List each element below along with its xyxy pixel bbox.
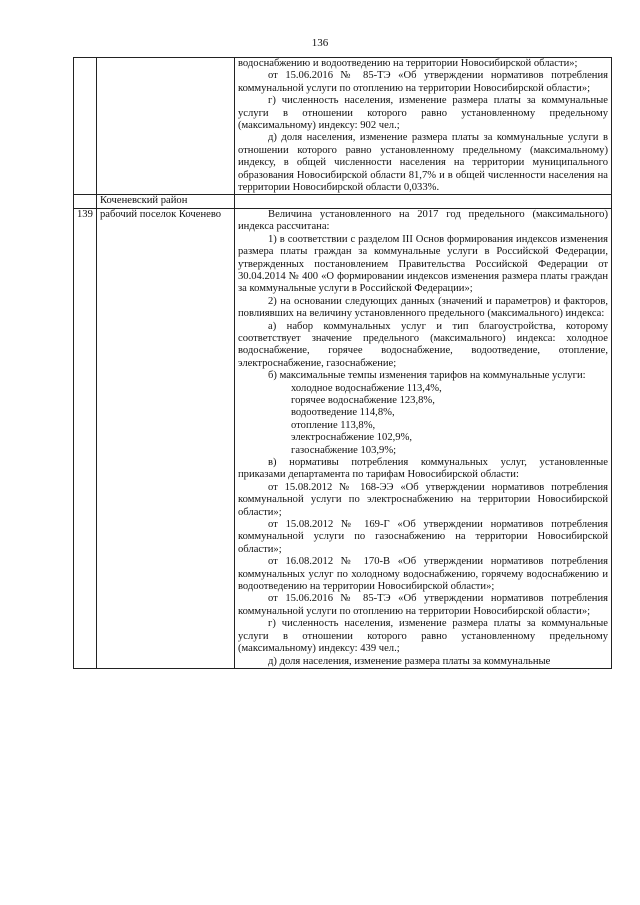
paragraph: 2) на основании следующих данных (значений и параметров) и факторов, повлиявших на величину установленного предельного (максимального) индекса:: [238, 295, 608, 320]
page-number: 136: [311, 37, 329, 49]
paragraph: от 15.08.2012 № 169-Г «Об утверждении нормативов потребления коммунальной услуги по газоснабжению на территории Новосибирской области»;: [238, 519, 608, 555]
content-cell: [235, 208, 612, 668]
paragraph: а) набор коммунальных услуг и тип благоустройства, которому соответствует значение предельного (максимального) индекса: холодное водоснабжение, горячее водоснабжение, водоотведение, отопление, электроснабжение, газоснабжение;: [238, 320, 608, 369]
tariff-item: отопление 113,8%,: [291, 419, 376, 431]
table-row: [74, 58, 612, 195]
paragraph: г) численность населения, изменение размера платы за коммунальные услуги в отношении которого равно установленному предельному (максимальному) индексу: 439 чел.;: [238, 618, 608, 655]
tariff-item: электроснабжение 102,9%,: [291, 432, 413, 444]
content-cell: [235, 195, 612, 208]
tariff-item: газоснабжение 103,9%;: [291, 444, 397, 456]
paragraph: в) нормативы потребления коммунальных услуг, установленные приказами департамента по тарифам Новосибирской области:: [238, 457, 608, 481]
content-cell: [235, 58, 612, 195]
paragraph: д) доля населения, изменение размера платы за коммунальные: [268, 655, 551, 667]
place-cell: рабочий поселок Коченево: [97, 208, 235, 668]
paragraph: б) максимальные темпы изменения тарифов на коммунальные услуги:: [268, 370, 586, 382]
paragraph: водоснабжению и водоотведению на территории Новосибирской области»;: [238, 58, 578, 69]
tariff-item: холодное водоснабжение 113,4%,: [291, 382, 442, 394]
row-number-cell: 139: [74, 208, 97, 668]
paragraph: 1) в соответствии с разделом III Основ формирования индексов изменения размера платы граждан за коммунальные услуги в Российской Федерации, утвержденных постановлением Правительства Российской Федерации от 30.04.2014 № 400 «О формировании индексов изменения размера платы граждан за коммунальные услуги в Российской Федерации»;: [238, 233, 608, 295]
tariff-index-table: [73, 57, 612, 669]
table-row: [74, 208, 612, 668]
tariff-item: водоотведение 114,8%,: [291, 407, 395, 419]
paragraph: от 15.06.2016 № 85-ТЭ «Об утверждении нормативов потребления коммунальной услуги по отоплению на территории Новосибирской области»;: [238, 70, 608, 94]
district-row: [74, 195, 612, 208]
paragraph: д) доля населения, изменение размера платы за коммунальные услуги в отношении которого равно установленному предельному (максимальному) индексу, в общей численности населения на территории муниципального образования Новосибирской области 81,7% и в общей численности населения на территории Новосибирской области 0,033%.: [238, 132, 608, 194]
paragraph: Величина установленного на 2017 год предельного (максимального) индекса рассчитана:: [238, 208, 608, 233]
place-cell: [97, 58, 235, 195]
row-number-cell: [74, 58, 97, 195]
district-name: Коченевский район: [97, 195, 235, 208]
paragraph: от 15.08.2012 № 168-ЭЭ «Об утверждении нормативов потребления коммунальной услуги по электроснабжению на территории Новосибирской области»;: [238, 481, 608, 518]
paragraph: от 15.06.2016 № 85-ТЭ «Об утверждении нормативов потребления коммунальной услуги по отоплению на территории Новосибирской области»;: [238, 593, 608, 617]
row-number-cell: [74, 195, 97, 208]
paragraph: от 16.08.2012 № 170-В «Об утверждении нормативов потребления коммунальных услуг по холодному водоснабжению, горячему водоснабжению и водоотведению на территории Новосибирской области»;: [238, 556, 608, 593]
tariff-item: горячее водоснабжение 123,8%,: [291, 394, 435, 406]
paragraph: г) численность населения, изменение размера платы за коммунальные услуги в отношении которого равно установленному предельному (максимальному) индексу: 902 чел.;: [238, 95, 608, 132]
